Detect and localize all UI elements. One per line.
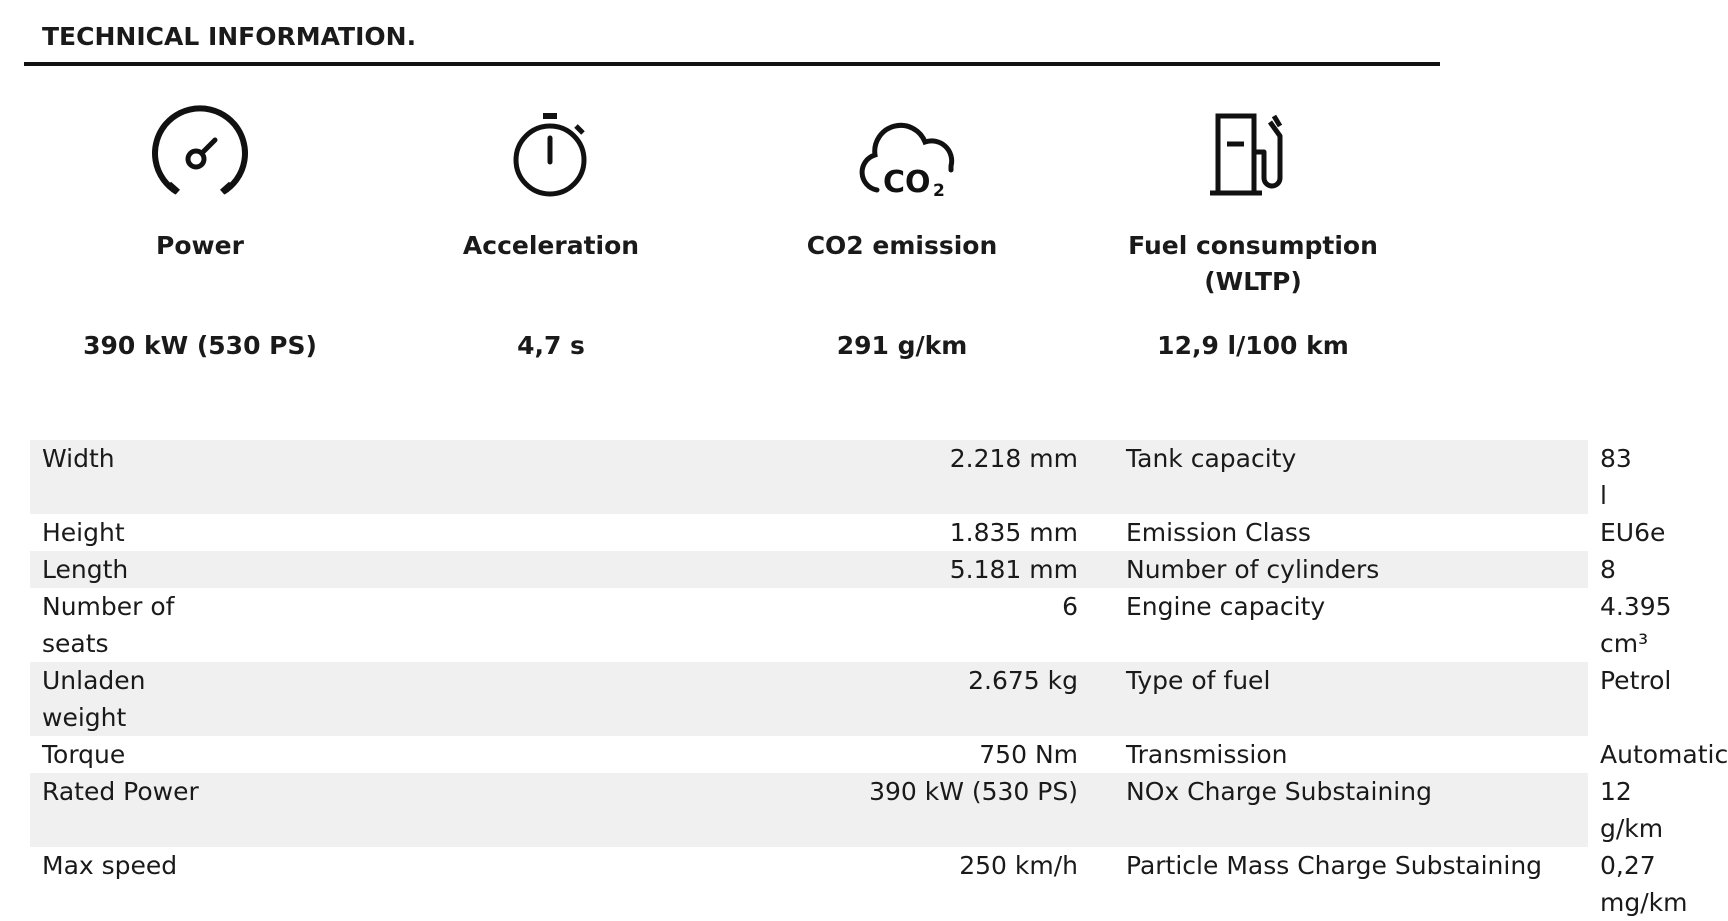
spec-name: Width (30, 440, 234, 514)
spec-name: Length (30, 551, 234, 588)
table-row: Torque 750 Nm Transmission Automatic (30, 736, 1588, 773)
spec-name: Number of seats (42, 592, 175, 658)
spec-value: 2.675 kg (234, 662, 1090, 736)
spec-name: NOx Charge Substaining (1090, 773, 1588, 847)
highlight-co2 (727, 100, 1077, 360)
table-row: Rated Power 390 kW (530 PS) NOx Charge Substaining 12 g/km (30, 773, 1588, 847)
spec-table (30, 440, 1728, 921)
table-row: Max speed 250 km/h Particle Mass Charge Substaining 0,27 mg/km (30, 847, 1588, 921)
table-row: Length 5.181 mm Number of cylinders 8 (30, 551, 1588, 588)
spec-value: 5.181 mm (234, 551, 1090, 588)
co2-cloud-icon (847, 100, 957, 210)
table-row: Height 1.835 mm Emission Class EU6e (30, 514, 1588, 551)
highlight-value: 291 g/km (836, 331, 968, 360)
spec-value: 2.218 mm (234, 440, 1090, 514)
speedometer-icon (145, 100, 255, 210)
spec-name: Emission Class (1126, 518, 1311, 547)
spec-name: Transmission (1126, 740, 1288, 769)
table-row: Width 2.218 mm Tank capacity 83 l (30, 440, 1588, 514)
spec-name: Tank capacity (1090, 440, 1588, 514)
highlights-row (24, 100, 1440, 400)
table-row: Unladen weight 2.675 kg Type of fuel Petrol (30, 662, 1588, 736)
spec-name: Height (42, 518, 125, 547)
spec-name: Particle Mass Charge Substaining (1126, 851, 1543, 880)
highlight-label: Power (156, 231, 244, 260)
spec-value: 390 kW (530 PS) (234, 773, 1090, 847)
spec-value: 250 km/h (959, 851, 1078, 880)
spec-value: 750 Nm (979, 740, 1078, 769)
highlight-power (25, 100, 375, 360)
spec-value: 1.835 mm (949, 518, 1078, 547)
highlight-fuel (1078, 100, 1428, 360)
spec-name: Type of fuel (1090, 662, 1588, 736)
highlight-label: CO2 emission (806, 231, 998, 260)
svg-text:2: 2 (933, 181, 945, 201)
spec-name: Torque (42, 740, 126, 769)
highlight-label: Acceleration (462, 231, 640, 260)
page-title: TECHNICAL INFORMATION. (42, 22, 417, 51)
svg-text:CO: CO (883, 165, 931, 200)
spec-name: Rated Power (30, 773, 234, 847)
spec-name: Engine capacity (1126, 592, 1326, 621)
fuel-pump-icon (1198, 100, 1308, 210)
stopwatch-icon (496, 100, 606, 210)
highlight-value: 12,9 l/100 km (1157, 331, 1349, 360)
spec-value: 6 (1062, 592, 1078, 621)
spec-name: Max speed (42, 851, 178, 880)
spec-name: Unladen weight (30, 662, 234, 736)
highlight-value: 4,7 s (517, 331, 585, 360)
title-divider (24, 62, 1440, 66)
highlight-value: 390 kW (530 PS) (83, 331, 317, 360)
table-row: Number of seats 6 Engine capacity 4.395 cm³ (30, 588, 1588, 662)
highlight-label: Fuel consumption (WLTP) (1128, 231, 1378, 296)
spec-name: Number of cylinders (1090, 551, 1588, 588)
highlight-acceleration (376, 100, 726, 360)
